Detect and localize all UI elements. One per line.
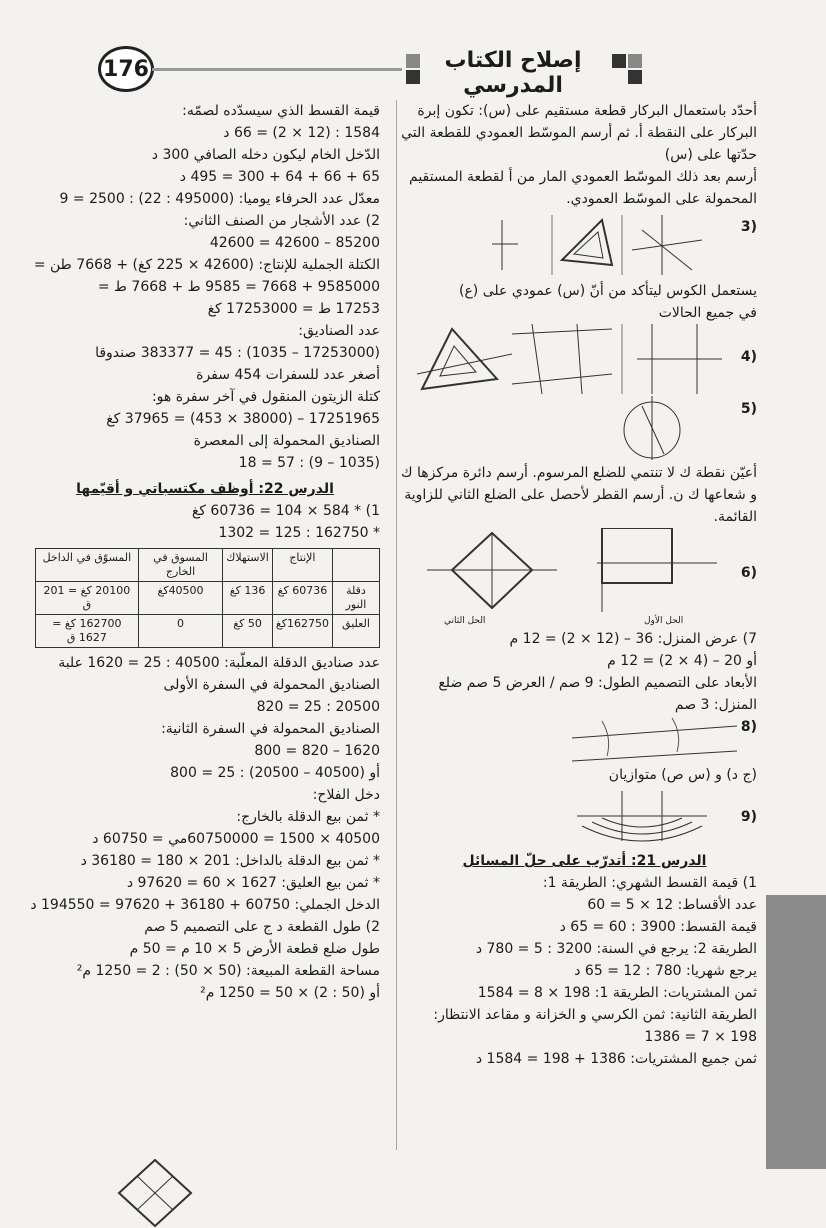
table-header-cell: المسوق في الخارج bbox=[138, 549, 223, 582]
exercise-3 bbox=[412, 210, 757, 280]
text-line: قيمة القسط الذي سيسدّده لصمّه: bbox=[182, 103, 380, 119]
table-row bbox=[36, 582, 380, 615]
figure-label: الحل الأول bbox=[644, 616, 684, 626]
table-cell: 162750كغ bbox=[272, 615, 332, 648]
exercise-number: (6 bbox=[740, 565, 757, 581]
figure-label: الحل الثاني bbox=[444, 616, 486, 626]
figure-8 bbox=[562, 716, 742, 764]
text-line: 2) طول القطعة د ج على التصميم 5 صم bbox=[144, 919, 380, 935]
text-line: 40500 × 1500 = 60750000مي = 60750 د bbox=[92, 831, 380, 847]
column-divider bbox=[396, 100, 397, 1150]
text-line: (ج د) و (س ص) متوازيان bbox=[608, 767, 757, 783]
text-line: القائمة. bbox=[713, 509, 757, 525]
text-line: البركار على النقطة أ. ثم أرسم الموسّط العمودي للقطعة التي bbox=[401, 125, 757, 141]
table-cell: 50 كغ bbox=[223, 615, 273, 648]
text-line: 17251965 – (38000 × 453) = 37965 كغ bbox=[106, 411, 380, 427]
text-line: * ثمن بيع الدقلة بالخارج: bbox=[236, 809, 380, 825]
table-row bbox=[36, 615, 380, 648]
table-cell: 0 bbox=[138, 615, 223, 648]
text-line: الدخل الجملي: 60750 + 36180 + 97620 = 194550 د bbox=[30, 897, 380, 913]
text-line: الطريقة الثانية: ثمن الكرسي و الخزانة و مقاعد الانتظار: bbox=[433, 1007, 757, 1023]
table-cell: العليق bbox=[332, 615, 379, 648]
exercise-number: (4 bbox=[740, 349, 757, 365]
text-line: 2) عدد الأشجار من الصنف الثاني: bbox=[183, 213, 380, 229]
text-line: 1) قيمة القسط الشهري: الطريقة 1: bbox=[542, 875, 757, 891]
text-line: (17253000 – 1035) : 45 = 383377 صندوقا bbox=[95, 345, 380, 361]
text-line: الأبعاد على التصميم الطول: 9 صم / العرض 5 صم ضلع bbox=[438, 675, 757, 691]
text-line: * ثمن بيع العليق: 1627 × 60 = 97620 د bbox=[126, 875, 380, 891]
figure-3 bbox=[482, 210, 712, 278]
text-line: و شعاعها ك ن. أرسم القطر لأحصل على الضلع الثاني للزاوية bbox=[404, 487, 757, 503]
text-line: * ثمن بيع الدقلة بالداخل: 201 × 180 = 36180 د bbox=[80, 853, 380, 869]
text-line: أو (40500 – 20500) : 25 = 800 bbox=[170, 765, 380, 781]
text-line: المنزل: 3 صم bbox=[674, 697, 757, 713]
header-rule bbox=[152, 68, 402, 71]
text-line: * 162750 : 125 = 1302 bbox=[218, 525, 380, 541]
right-column bbox=[401, 100, 757, 1070]
header-square-icon bbox=[612, 54, 626, 68]
text-line: الكتلة الجملية للإنتاج: (42600 × 225 كغ) + 7668 طن = bbox=[33, 257, 380, 273]
text-line: 198 × 7 = 1386 bbox=[644, 1029, 757, 1045]
exercise-6 bbox=[412, 528, 757, 628]
text-line: أو (50 : 2) × 50 = 1250 م² bbox=[200, 985, 380, 1001]
exercise-number: (8 bbox=[740, 719, 757, 735]
text-line: 1620 – 820 = 800 bbox=[254, 743, 380, 759]
exercise-9 bbox=[412, 786, 757, 850]
text-line: يرجع شهريا: 780 : 12 = 65 د bbox=[574, 963, 757, 979]
text-line: حدّتها على (س) bbox=[664, 147, 757, 163]
table-cell: 20100 كغ = 201 ق bbox=[36, 582, 139, 615]
table-cell: 162700 كغ = 1627 ق bbox=[36, 615, 139, 648]
text-line: معدّل عدد الحرفاء يوميا: (495000 : 22) : 2500 = 9 bbox=[59, 191, 380, 207]
page-title: إصلاح الكتاب المدرسي bbox=[444, 48, 582, 98]
figure-6 bbox=[412, 528, 732, 612]
text-line: 1584 : (12 × 2) = 66 د bbox=[223, 125, 380, 141]
text-line: في جميع الحالات bbox=[658, 305, 757, 321]
table-header-cell: الإنتاج bbox=[272, 549, 332, 582]
text-line: الصناديق المحمولة في السفرة الأولى bbox=[163, 677, 380, 693]
text-line: الطريقة 2: يرجع في السنة: 3200 : 5 = 780 د bbox=[475, 941, 757, 957]
table-header-cell: المسوّق في الداخل bbox=[36, 549, 139, 582]
table-header-cell bbox=[332, 549, 379, 582]
table-cell: 60736 كغ bbox=[272, 582, 332, 615]
text-line: 20500 : 25 = 820 bbox=[256, 699, 380, 715]
page-number: 176 bbox=[98, 46, 154, 92]
side-tab bbox=[766, 895, 826, 1169]
text-line: عدد الصناديق: bbox=[298, 323, 380, 339]
table-cell: 40500كغ bbox=[138, 582, 223, 615]
text-line: أرسم بعد ذلك الموسّط العمودي المار من أ لقطعة المستقيم bbox=[409, 169, 757, 185]
data-table bbox=[35, 548, 380, 648]
figure-4 bbox=[412, 324, 732, 394]
text-line: 9585000 + 7668 = 9585 ط + 7668 ط = bbox=[97, 279, 380, 295]
text-line: الدّخل الخام ليكون دخله الصافي 300 د bbox=[151, 147, 380, 163]
exercise-5 bbox=[412, 396, 757, 462]
text-line: أعيّن نقطة ك لا تنتمي للضلع المرسوم. أرسم دائرة مركزها ك bbox=[401, 465, 757, 481]
text-line: عدد صناديق الدقلة المعلّبة: 40500 : 25 = 1620 علبة bbox=[58, 655, 380, 671]
text-line: 17253 ط = 17253000 كغ bbox=[207, 301, 380, 317]
text-line: 1) * 584 × 104 = 60736 كغ bbox=[191, 503, 380, 519]
text-line: الصناديق المحمولة إلى المعصرة bbox=[193, 433, 380, 449]
exercise-number: (5 bbox=[740, 401, 757, 417]
text-line: أصغر عدد للسفرات 454 سفرة bbox=[196, 367, 380, 383]
text-line: طول ضلع قطعة الأرض 5 × 10 م = 50 م bbox=[129, 941, 380, 957]
text-line: المحمولة على الموسّط العمودي. bbox=[566, 191, 757, 207]
exercise-8 bbox=[412, 716, 757, 764]
lesson-heading: الدرس 21: أتدرّب على حلّ المسائل bbox=[462, 853, 707, 869]
page-header bbox=[90, 40, 690, 100]
text-line: كتلة الزيتون المنقول في آخر سفرة هو: bbox=[151, 389, 380, 405]
text-line: (1035 – 9) : 57 = 18 bbox=[238, 455, 380, 471]
table-header-cell: الاستهلاك bbox=[223, 549, 273, 582]
exercise-number: (3 bbox=[740, 219, 757, 235]
text-line: الصناديق المحمولة في السفرة الثانية: bbox=[161, 721, 380, 737]
exercise-4 bbox=[412, 324, 757, 396]
text-line: عدد الأقساط: 12 × 5 = 60 bbox=[587, 897, 757, 913]
bullet-text: يستعمل الكوس ليتأكد من أنّ (س) عمودي على (ع) bbox=[458, 283, 757, 299]
text-line: قيمة القسط: 3900 : 60 = 65 د bbox=[559, 919, 757, 935]
left-column bbox=[30, 100, 380, 1004]
text-line: مساحة القطعة المبيعة: (50 × 50) : 2 = 1250 م² bbox=[76, 963, 380, 979]
figure-9 bbox=[572, 786, 712, 850]
text-line: 65 + 66 + 64 + 300 = 495 د bbox=[179, 169, 380, 185]
header-square-icon bbox=[628, 70, 642, 84]
text-line: أو 20 – (4 × 2) = 12 م bbox=[607, 653, 757, 669]
figure-5 bbox=[612, 396, 702, 460]
header-square-icon bbox=[628, 54, 642, 68]
text-line: أحدّد باستعمال البركار قطعة مستقيم على (س): تكون إبرة bbox=[417, 103, 757, 119]
text-line: 85200 – 42600 = 42600 bbox=[209, 235, 380, 251]
text-line: ثمن جميع المشتريات: 1386 + 198 = 1584 د bbox=[475, 1051, 757, 1067]
exercise-number: (9 bbox=[740, 809, 757, 825]
text-line: دخل الفلاح: bbox=[312, 787, 380, 803]
lesson-heading: الدرس 22: أوظف مكتسباتي و أقيّمها bbox=[76, 481, 334, 497]
table-header-row bbox=[36, 549, 380, 582]
table-cell: 136 كغ bbox=[223, 582, 273, 615]
table-cell: دقلة النور bbox=[332, 582, 379, 615]
text-line: 7) عرض المنزل: 36 – (12 × 2) = 12 م bbox=[509, 631, 757, 647]
text-line: ثمن المشتريات: الطريقة 1: 198 × 8 = 1584 bbox=[477, 985, 757, 1001]
